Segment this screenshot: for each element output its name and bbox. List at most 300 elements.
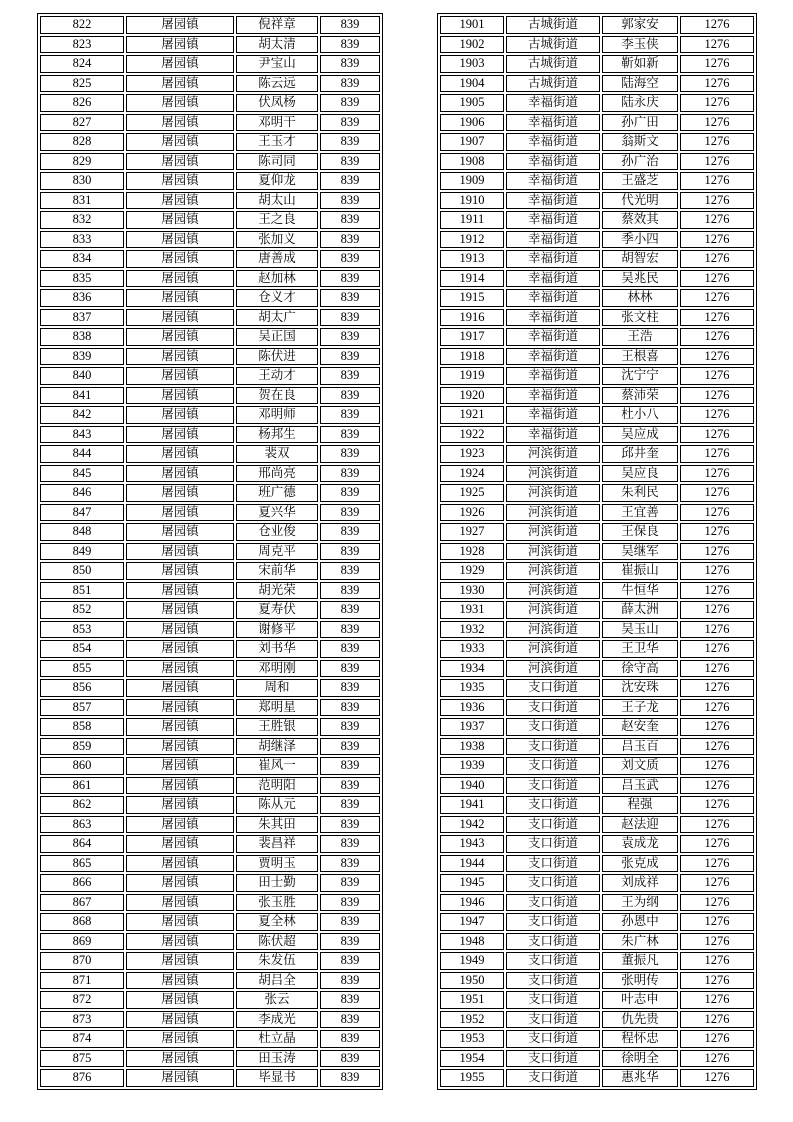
table-cell: 840 bbox=[40, 367, 124, 385]
table-cell: 1276 bbox=[680, 231, 754, 249]
table-cell: 吴正国 bbox=[236, 328, 318, 346]
table-cell: 1908 bbox=[440, 153, 504, 171]
table-cell: 屠园镇 bbox=[126, 757, 234, 775]
table-cell: 夏兴华 bbox=[236, 504, 318, 522]
table-row bbox=[40, 1011, 380, 1029]
table-cell: 王玉才 bbox=[236, 133, 318, 151]
table-cell: 1905 bbox=[440, 94, 504, 112]
table-cell: 王浩 bbox=[602, 328, 678, 346]
table-cell: 1953 bbox=[440, 1030, 504, 1048]
table-cell: 1276 bbox=[680, 1011, 754, 1029]
table-cell: 支口街道 bbox=[506, 1011, 600, 1029]
table-row bbox=[440, 972, 754, 990]
table-cell: 857 bbox=[40, 699, 124, 717]
table-cell: 855 bbox=[40, 660, 124, 678]
table-cell: 屠园镇 bbox=[126, 36, 234, 54]
table-cell: 河滨街道 bbox=[506, 543, 600, 561]
table-cell: 胡继泽 bbox=[236, 738, 318, 756]
table-cell: 1904 bbox=[440, 75, 504, 93]
table-cell: 尹宝山 bbox=[236, 55, 318, 73]
table-row bbox=[40, 757, 380, 775]
table-cell: 屠园镇 bbox=[126, 211, 234, 229]
table-cell: 839 bbox=[320, 387, 380, 405]
table-row bbox=[440, 231, 754, 249]
table-row bbox=[40, 387, 380, 405]
table-cell: 支口街道 bbox=[506, 777, 600, 795]
table-row bbox=[440, 426, 754, 444]
table-cell: 屠园镇 bbox=[126, 94, 234, 112]
table-cell: 靳如新 bbox=[602, 55, 678, 73]
table-cell: 仇先贵 bbox=[602, 1011, 678, 1029]
table-cell: 1276 bbox=[680, 757, 754, 775]
table-cell: 宋前华 bbox=[236, 562, 318, 580]
table-cell: 837 bbox=[40, 309, 124, 327]
table-cell: 支口街道 bbox=[506, 1030, 600, 1048]
table-row bbox=[40, 309, 380, 327]
table-row bbox=[40, 16, 380, 34]
table-cell: 839 bbox=[320, 406, 380, 424]
table-cell: 1276 bbox=[680, 1069, 754, 1087]
table-cell: 839 bbox=[320, 172, 380, 190]
table-cell: 871 bbox=[40, 972, 124, 990]
table-cell: 董振凡 bbox=[602, 952, 678, 970]
table-cell: 1276 bbox=[680, 36, 754, 54]
table-cell: 屠园镇 bbox=[126, 270, 234, 288]
table-cell: 839 bbox=[320, 1030, 380, 1048]
table-cell: 862 bbox=[40, 796, 124, 814]
table-row bbox=[440, 250, 754, 268]
table-cell: 田玉涛 bbox=[236, 1050, 318, 1068]
table-cell: 1276 bbox=[680, 504, 754, 522]
table-cell: 谢修平 bbox=[236, 621, 318, 639]
table-cell: 幸福街道 bbox=[506, 289, 600, 307]
table-cell: 835 bbox=[40, 270, 124, 288]
table-cell: 839 bbox=[320, 484, 380, 502]
table-row bbox=[40, 913, 380, 931]
table-row bbox=[40, 250, 380, 268]
table-row bbox=[40, 192, 380, 210]
table-cell: 屠园镇 bbox=[126, 874, 234, 892]
table-cell: 郑明星 bbox=[236, 699, 318, 717]
table-row bbox=[40, 1030, 380, 1048]
table-cell: 古城街道 bbox=[506, 55, 600, 73]
table-cell: 幸福街道 bbox=[506, 114, 600, 132]
table-cell: 幸福街道 bbox=[506, 231, 600, 249]
table-cell: 邓明干 bbox=[236, 114, 318, 132]
table-cell: 1919 bbox=[440, 367, 504, 385]
table-cell: 1276 bbox=[680, 1050, 754, 1068]
table-row bbox=[440, 523, 754, 541]
table-cell: 1276 bbox=[680, 192, 754, 210]
table-cell: 夏全林 bbox=[236, 913, 318, 931]
table-cell: 1909 bbox=[440, 172, 504, 190]
table-cell: 1918 bbox=[440, 348, 504, 366]
table-cell: 1276 bbox=[680, 465, 754, 483]
table-row bbox=[40, 894, 380, 912]
table-cell: 1932 bbox=[440, 621, 504, 639]
table-cell: 支口街道 bbox=[506, 816, 600, 834]
table-row bbox=[440, 55, 754, 73]
table-cell: 孙广治 bbox=[602, 153, 678, 171]
table-cell: 839 bbox=[320, 777, 380, 795]
table-row bbox=[440, 133, 754, 151]
table-row bbox=[40, 504, 380, 522]
table-cell: 屠园镇 bbox=[126, 309, 234, 327]
table-row bbox=[440, 640, 754, 658]
table-cell: 1276 bbox=[680, 874, 754, 892]
table-cell: 1276 bbox=[680, 211, 754, 229]
table-cell: 841 bbox=[40, 387, 124, 405]
table-cell: 河滨街道 bbox=[506, 640, 600, 658]
table-cell: 河滨街道 bbox=[506, 660, 600, 678]
table-cell: 班广德 bbox=[236, 484, 318, 502]
table-cell: 屠园镇 bbox=[126, 621, 234, 639]
table-cell: 1276 bbox=[680, 367, 754, 385]
table-cell: 支口街道 bbox=[506, 991, 600, 1009]
table-cell: 1933 bbox=[440, 640, 504, 658]
table-row bbox=[440, 445, 754, 463]
table-row bbox=[40, 348, 380, 366]
table-cell: 王保良 bbox=[602, 523, 678, 541]
table-cell: 839 bbox=[320, 133, 380, 151]
table-cell: 王根喜 bbox=[602, 348, 678, 366]
table-row bbox=[440, 16, 754, 34]
table-row bbox=[440, 991, 754, 1009]
table-cell: 屠园镇 bbox=[126, 1069, 234, 1087]
table-row bbox=[40, 445, 380, 463]
table-row bbox=[440, 738, 754, 756]
table-cell: 徐守高 bbox=[602, 660, 678, 678]
table-cell: 1921 bbox=[440, 406, 504, 424]
table-cell: 1906 bbox=[440, 114, 504, 132]
table-cell: 夏仰龙 bbox=[236, 172, 318, 190]
table-cell: 839 bbox=[320, 348, 380, 366]
table-cell: 839 bbox=[320, 192, 380, 210]
table-cell: 854 bbox=[40, 640, 124, 658]
table-cell: 874 bbox=[40, 1030, 124, 1048]
table-cell: 贺在良 bbox=[236, 387, 318, 405]
table-row bbox=[440, 309, 754, 327]
table-cell: 屠园镇 bbox=[126, 406, 234, 424]
table-cell: 陆海空 bbox=[602, 75, 678, 93]
table-cell: 839 bbox=[320, 36, 380, 54]
table-cell: 陈司同 bbox=[236, 153, 318, 171]
table-cell: 1930 bbox=[440, 582, 504, 600]
table-cell: 陆永庆 bbox=[602, 94, 678, 112]
table-cell: 朱利民 bbox=[602, 484, 678, 502]
table-cell: 1276 bbox=[680, 562, 754, 580]
table-cell: 1276 bbox=[680, 699, 754, 717]
table-cell: 1276 bbox=[680, 621, 754, 639]
table-cell: 1929 bbox=[440, 562, 504, 580]
table-cell: 839 bbox=[320, 367, 380, 385]
table-cell: 831 bbox=[40, 192, 124, 210]
table-cell: 薛太洲 bbox=[602, 601, 678, 619]
table-cell: 869 bbox=[40, 933, 124, 951]
table-cell: 屠园镇 bbox=[126, 679, 234, 697]
table-cell: 863 bbox=[40, 816, 124, 834]
table-row bbox=[40, 699, 380, 717]
table-row bbox=[40, 835, 380, 853]
table-row bbox=[40, 289, 380, 307]
table-cell: 屠园镇 bbox=[126, 913, 234, 931]
table-row bbox=[440, 211, 754, 229]
table-cell: 843 bbox=[40, 426, 124, 444]
table-cell: 867 bbox=[40, 894, 124, 912]
table-cell: 1276 bbox=[680, 133, 754, 151]
table-cell: 屠园镇 bbox=[126, 991, 234, 1009]
table-cell: 1276 bbox=[680, 796, 754, 814]
table-cell: 1920 bbox=[440, 387, 504, 405]
table-row bbox=[440, 562, 754, 580]
table-cell: 839 bbox=[320, 55, 380, 73]
table-row bbox=[40, 952, 380, 970]
table-cell: 支口街道 bbox=[506, 1069, 600, 1087]
table-cell: 1922 bbox=[440, 426, 504, 444]
table-cell: 828 bbox=[40, 133, 124, 151]
table-row bbox=[40, 874, 380, 892]
table-cell: 王子龙 bbox=[602, 699, 678, 717]
table-cell: 1926 bbox=[440, 504, 504, 522]
table-cell: 吴应成 bbox=[602, 426, 678, 444]
table-cell: 支口街道 bbox=[506, 913, 600, 931]
table-cell: 惠兆华 bbox=[602, 1069, 678, 1087]
table-cell: 陈伏超 bbox=[236, 933, 318, 951]
table-cell: 河滨街道 bbox=[506, 504, 600, 522]
table-cell: 1276 bbox=[680, 640, 754, 658]
table-cell: 1903 bbox=[440, 55, 504, 73]
left-table bbox=[37, 13, 383, 1090]
table-cell: 张云 bbox=[236, 991, 318, 1009]
table-cell: 刘文质 bbox=[602, 757, 678, 775]
table-row bbox=[40, 114, 380, 132]
table-cell: 屠园镇 bbox=[126, 231, 234, 249]
table-cell: 1276 bbox=[680, 484, 754, 502]
table-row bbox=[40, 465, 380, 483]
table-row bbox=[440, 348, 754, 366]
table-row bbox=[40, 621, 380, 639]
table-cell: 仓业俊 bbox=[236, 523, 318, 541]
table-cell: 1276 bbox=[680, 679, 754, 697]
table-row bbox=[40, 777, 380, 795]
table-cell: 屠园镇 bbox=[126, 523, 234, 541]
table-row bbox=[40, 426, 380, 444]
table-row bbox=[440, 94, 754, 112]
table-cell: 1276 bbox=[680, 270, 754, 288]
table-cell: 蔡沛荣 bbox=[602, 387, 678, 405]
table-row bbox=[40, 718, 380, 736]
table-row bbox=[40, 94, 380, 112]
table-cell: 幸福街道 bbox=[506, 367, 600, 385]
table-cell: 839 bbox=[320, 94, 380, 112]
table-cell: 1276 bbox=[680, 952, 754, 970]
table-row bbox=[40, 75, 380, 93]
table-cell: 王卫华 bbox=[602, 640, 678, 658]
table-cell: 幸福街道 bbox=[506, 328, 600, 346]
table-row bbox=[40, 270, 380, 288]
table-cell: 崔振山 bbox=[602, 562, 678, 580]
table-cell: 1276 bbox=[680, 718, 754, 736]
table-cell: 1276 bbox=[680, 991, 754, 1009]
table-cell: 1276 bbox=[680, 523, 754, 541]
table-cell: 程怀忠 bbox=[602, 1030, 678, 1048]
table-cell: 1944 bbox=[440, 855, 504, 873]
table-row bbox=[440, 601, 754, 619]
table-cell: 屠园镇 bbox=[126, 582, 234, 600]
table-cell: 张明传 bbox=[602, 972, 678, 990]
table-cell: 852 bbox=[40, 601, 124, 619]
table-cell: 屠园镇 bbox=[126, 153, 234, 171]
table-cell: 834 bbox=[40, 250, 124, 268]
table-cell: 827 bbox=[40, 114, 124, 132]
table-cell: 839 bbox=[320, 816, 380, 834]
table-cell: 赵法迎 bbox=[602, 816, 678, 834]
table-cell: 屠园镇 bbox=[126, 543, 234, 561]
table-cell: 839 bbox=[320, 933, 380, 951]
table-cell: 幸福街道 bbox=[506, 406, 600, 424]
table-cell: 846 bbox=[40, 484, 124, 502]
table-cell: 田士勤 bbox=[236, 874, 318, 892]
table-cell: 胡太广 bbox=[236, 309, 318, 327]
table-cell: 代光明 bbox=[602, 192, 678, 210]
table-cell: 仓义才 bbox=[236, 289, 318, 307]
table-cell: 幸福街道 bbox=[506, 192, 600, 210]
table-cell: 古城街道 bbox=[506, 16, 600, 34]
table-cell: 872 bbox=[40, 991, 124, 1009]
table-cell: 839 bbox=[320, 757, 380, 775]
table-cell: 支口街道 bbox=[506, 894, 600, 912]
table-cell: 839 bbox=[320, 855, 380, 873]
table-cell: 胡太山 bbox=[236, 192, 318, 210]
table-row bbox=[440, 153, 754, 171]
table-cell: 839 bbox=[320, 445, 380, 463]
table-cell: 839 bbox=[320, 211, 380, 229]
table-cell: 屠园镇 bbox=[126, 465, 234, 483]
table-cell: 屠园镇 bbox=[126, 504, 234, 522]
table-cell: 1955 bbox=[440, 1069, 504, 1087]
table-cell: 1911 bbox=[440, 211, 504, 229]
table-cell: 1923 bbox=[440, 445, 504, 463]
table-cell: 朱广林 bbox=[602, 933, 678, 951]
table-row bbox=[40, 796, 380, 814]
table-cell: 830 bbox=[40, 172, 124, 190]
table-row bbox=[440, 36, 754, 54]
table-cell: 842 bbox=[40, 406, 124, 424]
table-cell: 杜小八 bbox=[602, 406, 678, 424]
table-row bbox=[440, 543, 754, 561]
table-cell: 870 bbox=[40, 952, 124, 970]
table-cell: 839 bbox=[320, 562, 380, 580]
table-cell: 1952 bbox=[440, 1011, 504, 1029]
table-cell: 支口街道 bbox=[506, 738, 600, 756]
table-cell: 支口街道 bbox=[506, 1050, 600, 1068]
table-cell: 839 bbox=[320, 231, 380, 249]
table-cell: 河滨街道 bbox=[506, 484, 600, 502]
table-cell: 1940 bbox=[440, 777, 504, 795]
table-row bbox=[440, 1011, 754, 1029]
table-cell: 翁斯文 bbox=[602, 133, 678, 151]
table-cell: 839 bbox=[40, 348, 124, 366]
table-cell: 屠园镇 bbox=[126, 484, 234, 502]
table-cell: 1276 bbox=[680, 816, 754, 834]
table-cell: 屠园镇 bbox=[126, 133, 234, 151]
table-cell: 林林 bbox=[602, 289, 678, 307]
table-cell: 杨邦生 bbox=[236, 426, 318, 444]
table-cell: 832 bbox=[40, 211, 124, 229]
table-cell: 邱井奎 bbox=[602, 445, 678, 463]
table-cell: 杜立晶 bbox=[236, 1030, 318, 1048]
table-cell: 839 bbox=[320, 582, 380, 600]
table-cell: 幸福街道 bbox=[506, 153, 600, 171]
table-cell: 1276 bbox=[680, 289, 754, 307]
table-cell: 860 bbox=[40, 757, 124, 775]
table-cell: 屠园镇 bbox=[126, 328, 234, 346]
table-cell: 王胜银 bbox=[236, 718, 318, 736]
table-row bbox=[40, 153, 380, 171]
table-cell: 王宜善 bbox=[602, 504, 678, 522]
table-cell: 叶志申 bbox=[602, 991, 678, 1009]
table-cell: 吕玉武 bbox=[602, 777, 678, 795]
table-cell: 邢尚亮 bbox=[236, 465, 318, 483]
table-cell: 幸福街道 bbox=[506, 426, 600, 444]
right-table bbox=[437, 13, 757, 1090]
table-row bbox=[440, 582, 754, 600]
table-row bbox=[440, 913, 754, 931]
table-row bbox=[40, 36, 380, 54]
table-cell: 822 bbox=[40, 16, 124, 34]
table-cell: 屠园镇 bbox=[126, 835, 234, 853]
table-cell: 周克平 bbox=[236, 543, 318, 561]
table-cell: 839 bbox=[320, 1011, 380, 1029]
table-cell: 王之良 bbox=[236, 211, 318, 229]
table-cell: 幸福街道 bbox=[506, 211, 600, 229]
table-cell: 868 bbox=[40, 913, 124, 931]
table-row bbox=[40, 933, 380, 951]
table-row bbox=[440, 952, 754, 970]
table-cell: 河滨街道 bbox=[506, 582, 600, 600]
table-row bbox=[440, 874, 754, 892]
table-cell: 孙广田 bbox=[602, 114, 678, 132]
table-cell: 1276 bbox=[680, 172, 754, 190]
table-cell: 1931 bbox=[440, 601, 504, 619]
table-row bbox=[40, 543, 380, 561]
table-cell: 839 bbox=[320, 835, 380, 853]
table-cell: 847 bbox=[40, 504, 124, 522]
table-cell: 李玉侠 bbox=[602, 36, 678, 54]
table-row bbox=[440, 757, 754, 775]
table-cell: 支口街道 bbox=[506, 874, 600, 892]
table-cell: 838 bbox=[40, 328, 124, 346]
table-row bbox=[440, 660, 754, 678]
table-cell: 1276 bbox=[680, 913, 754, 931]
table-cell: 1943 bbox=[440, 835, 504, 853]
table-cell: 839 bbox=[320, 16, 380, 34]
table-cell: 刘书华 bbox=[236, 640, 318, 658]
table-cell: 1947 bbox=[440, 913, 504, 931]
table-cell: 1935 bbox=[440, 679, 504, 697]
table-cell: 袁成龙 bbox=[602, 835, 678, 853]
table-cell: 幸福街道 bbox=[506, 309, 600, 327]
table-cell: 屠园镇 bbox=[126, 75, 234, 93]
table-cell: 1276 bbox=[680, 777, 754, 795]
table-cell: 支口街道 bbox=[506, 972, 600, 990]
table-cell: 1276 bbox=[680, 406, 754, 424]
table-row bbox=[440, 114, 754, 132]
table-cell: 848 bbox=[40, 523, 124, 541]
table-row bbox=[40, 367, 380, 385]
table-cell: 古城街道 bbox=[506, 36, 600, 54]
table-cell: 839 bbox=[320, 75, 380, 93]
